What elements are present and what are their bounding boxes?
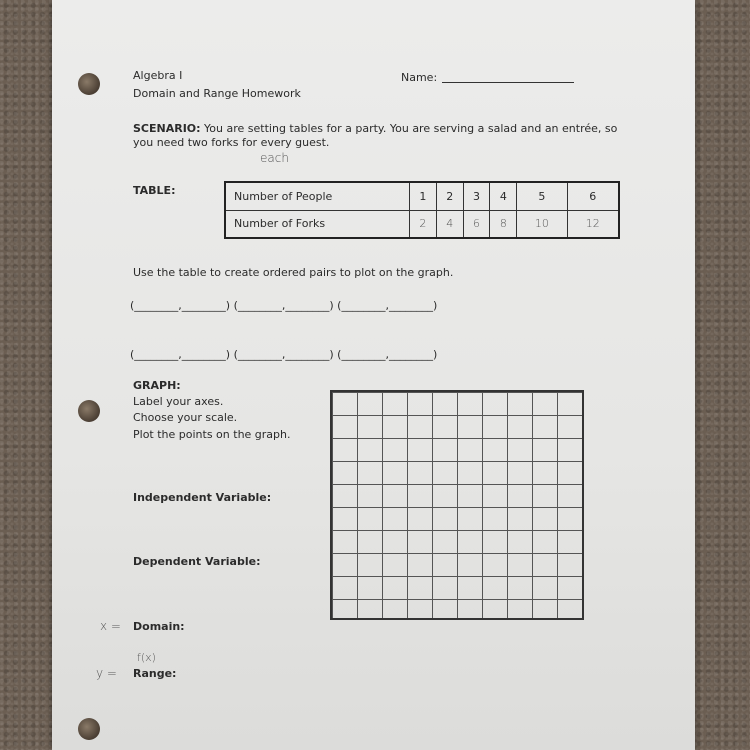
dependent-variable-label: Dependent Variable:	[133, 555, 261, 568]
graph-instruction-scale: Choose your scale.	[133, 411, 238, 424]
worksheet-paper	[52, 0, 695, 750]
people-cell: 2	[436, 182, 463, 210]
graph-label: GRAPH:	[133, 379, 181, 392]
scenario-line-1: SCENARIO: You are setting tables for a party. You are serving a salad and an entrée, so	[133, 122, 618, 135]
table-label: TABLE:	[133, 184, 176, 197]
people-cell: 1	[410, 182, 437, 210]
handwritten-y-equals: y =	[96, 666, 117, 680]
ordered-pairs-instruction: Use the table to create ordered pairs to plot on the graph.	[133, 266, 454, 279]
scenario-line-2: you need two forks for every guest.	[133, 136, 330, 149]
graph-instruction-plot: Plot the points on the graph.	[133, 428, 291, 441]
independent-variable-label: Independent Variable:	[133, 491, 272, 504]
punch-hole	[78, 400, 100, 422]
range-label: Range:	[133, 667, 177, 680]
row-label-forks: Number of Forks	[225, 210, 410, 238]
people-cell: 3	[463, 182, 490, 210]
forks-cell: 4	[436, 210, 463, 238]
worksheet-title: Domain and Range Homework	[133, 87, 301, 100]
ordered-pairs-row-2[interactable]: (________,________) (________,________) (________,________)	[130, 348, 438, 361]
handwritten-f-of-x: f(x)	[137, 651, 156, 664]
graph-grid[interactable]	[330, 390, 584, 620]
forks-cell: 8	[490, 210, 517, 238]
table-row	[225, 210, 619, 238]
course-title: Algebra I	[133, 69, 183, 82]
people-cell: 6	[567, 182, 619, 210]
punch-hole	[78, 718, 100, 740]
forks-cell: 2	[410, 210, 437, 238]
table-row	[225, 182, 619, 210]
name-label: Name:	[401, 71, 438, 84]
people-cell: 5	[517, 182, 567, 210]
name-line[interactable]	[442, 82, 574, 83]
punch-hole	[78, 73, 100, 95]
ordered-pairs-row-1[interactable]: (________,________) (________,________) (________,________)	[130, 299, 438, 312]
domain-label: Domain:	[133, 620, 185, 633]
people-cell: 4	[490, 182, 517, 210]
row-label-people: Number of People	[225, 182, 410, 210]
data-table	[224, 181, 620, 239]
forks-cell: 10	[517, 210, 567, 238]
handwritten-each: each	[260, 151, 289, 165]
graph-instruction-axes: Label your axes.	[133, 395, 224, 408]
handwritten-x-equals: x =	[100, 619, 121, 633]
scenario-label: SCENARIO:	[133, 122, 201, 135]
forks-cell: 12	[567, 210, 619, 238]
forks-cell: 6	[463, 210, 490, 238]
